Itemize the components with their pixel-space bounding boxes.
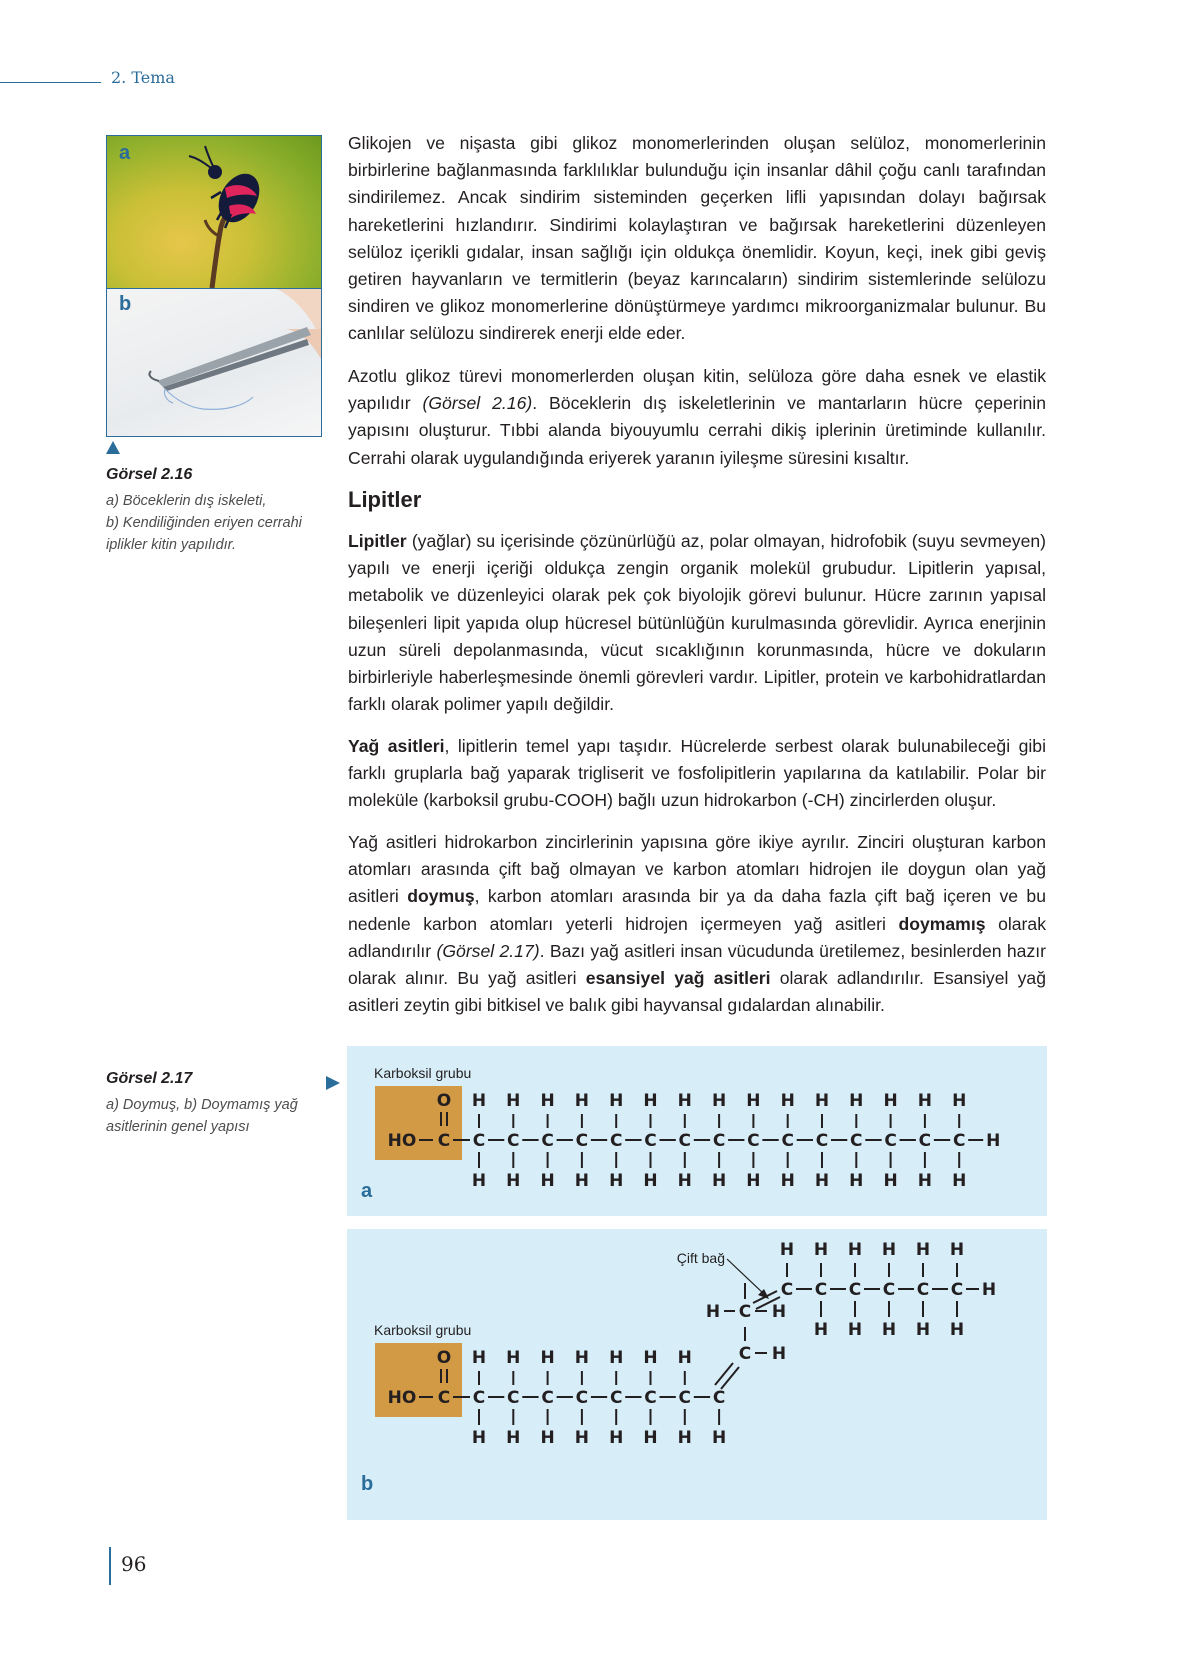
hydrogen-bottom: H xyxy=(952,1171,967,1191)
upper-hydrogen-top: H xyxy=(813,1240,829,1260)
hydrogen-terminal: H xyxy=(986,1131,1001,1151)
hydrogen-top: H xyxy=(643,1348,658,1368)
page-number-bar xyxy=(109,1547,111,1585)
panel-letter-a: a xyxy=(361,1180,373,1202)
hydrogen-right: H xyxy=(771,1302,787,1322)
carbon-atom: C xyxy=(884,1131,897,1151)
carbon-atom: C xyxy=(952,1131,966,1151)
upper-carbon: C xyxy=(950,1280,964,1300)
hydrogen-top: H xyxy=(540,1091,555,1111)
upper-hydrogen-top: H xyxy=(915,1240,931,1260)
hydrogen-top: H xyxy=(917,1091,933,1111)
upper-carbon: C xyxy=(882,1280,896,1300)
paragraph-chitin xyxy=(348,363,1046,472)
carbon-atom: C xyxy=(850,1131,863,1151)
forceps-illustration xyxy=(107,289,321,437)
hydrogen-top: H xyxy=(471,1348,487,1368)
figure-arrow-icon xyxy=(326,1076,340,1090)
header-rule xyxy=(0,82,101,83)
upper-hydrogen-bottom: H xyxy=(847,1320,863,1340)
carboxyl-carbon: C xyxy=(437,1388,451,1408)
saturated-text-a: Yağ asitleri hidrokarbon zincirlerinin yapısına göre ikiye ayrılır. Zinciri oluşturan karbon atomları arasında çift bağ olmayan ve karbon atomları hidrojen ile doygun olan yağ asitleri xyxy=(348,832,1046,907)
carbon-atom: C xyxy=(609,1388,623,1408)
hydrogen-left: H xyxy=(705,1302,721,1322)
upper-hydrogen-top: H xyxy=(949,1240,965,1260)
carbon-ch2: C xyxy=(738,1302,752,1322)
carbon-atom: C xyxy=(712,1131,726,1151)
hydrogen-bottom: H xyxy=(883,1171,898,1191)
paragraph-fatty-acids xyxy=(348,733,1046,815)
carbon-atom: C xyxy=(609,1131,623,1151)
upper-hydrogen-bottom: H xyxy=(813,1320,829,1340)
chitin-figure-ref: (Görsel 2.16) xyxy=(422,393,533,414)
carbon-atom: C xyxy=(747,1131,760,1151)
hydrogen-top: H xyxy=(471,1091,487,1111)
carbonyl-oxygen: O xyxy=(436,1348,452,1368)
hydrogen-top: H xyxy=(849,1091,864,1111)
carbon-atom: C xyxy=(575,1388,589,1408)
hydrogen-top: H xyxy=(883,1091,898,1111)
carbon-atom: C xyxy=(815,1131,829,1151)
hydrogen-top: H xyxy=(574,1091,590,1111)
figure-2-17-caption: a) Doymuş, b) Doymamış yağ asitlerinin genel yapısı xyxy=(106,1097,298,1135)
carbon-atom: C xyxy=(472,1131,486,1151)
carbon-atom: C xyxy=(918,1131,932,1151)
carbon-atom: C xyxy=(781,1131,794,1151)
hydrogen-bottom: H xyxy=(746,1171,761,1191)
double-bond-rise-b xyxy=(721,1367,739,1389)
hydrogen-bottom: H xyxy=(574,1428,590,1448)
carbon-atom: C xyxy=(575,1131,589,1151)
panel-letter-b: b xyxy=(361,1473,374,1495)
hydrogen-top: H xyxy=(711,1091,727,1111)
hydrogen-bottom: H xyxy=(540,1171,555,1191)
hydrogen-bottom: H xyxy=(540,1428,555,1448)
unsaturated-fatty-acid-structure xyxy=(347,1229,1047,1520)
panel-unsaturated xyxy=(347,1229,1047,1520)
hydrogen-bottom: H xyxy=(643,1171,658,1191)
carbon-atom: C xyxy=(541,1388,554,1408)
hydrogen-bottom: H xyxy=(506,1428,521,1448)
chitin-text-b: . Böceklerin dış iskeletlerinin ve mantarların hücre çeperinin yapısını oluşturur. Tıbbi alanda biyouyumlu cerrahi dikiş iplerinin üretiminde kullanılır. Cerrahi olarak uygulandığında eriyerek yaranın iyileşme süresini kısaltır. xyxy=(348,393,1047,468)
saturated-fatty-acid-structure xyxy=(347,1046,1047,1216)
carbon-atom: C xyxy=(712,1388,726,1408)
carbon-atom: C xyxy=(541,1131,554,1151)
upper-hydrogen-bottom: H xyxy=(881,1320,897,1340)
carbon-atom: C xyxy=(472,1388,486,1408)
ho-group: HO xyxy=(387,1131,417,1151)
hydrogen-bottom: H xyxy=(609,1428,624,1448)
hydrogen-bottom: H xyxy=(574,1171,590,1191)
hydrogen-bottom: H xyxy=(471,1171,487,1191)
carboxyl-label: Karboksil grubu xyxy=(374,1322,472,1338)
hydrogen-top: H xyxy=(746,1091,761,1111)
carboxyl-label: Karboksil grubu xyxy=(374,1065,472,1081)
saturated-figure-ref: (Görsel 2.17) xyxy=(436,940,540,961)
hydrogen-bottom: H xyxy=(609,1171,624,1191)
saturated-text-b: , karbon atomları arasında bir ya da daha fazla çift bağ içeren ve bu nedenle karbon atomları yeterli hidrojen içermeyen yağ asitleri xyxy=(348,886,1046,934)
page-number: 96 xyxy=(121,1552,147,1576)
hydrogen-top: H xyxy=(506,1348,521,1368)
double-bond-rise-a xyxy=(715,1363,733,1385)
hydrogen-bottom: H xyxy=(711,1171,727,1191)
figure-2-16-photos xyxy=(106,135,322,437)
upper-hydrogen-bottom: H xyxy=(949,1320,965,1340)
upper-carbon: C xyxy=(780,1280,794,1300)
hydrogen-bottom: H xyxy=(711,1428,727,1448)
hydrogen-top: H xyxy=(677,1091,692,1111)
carbon-atom: C xyxy=(644,1388,657,1408)
paragraph-lipids xyxy=(348,528,1046,718)
hydrogen-bottom: H xyxy=(506,1171,521,1191)
saturated-text-e: olarak adlandırılır. Esansiyel yağ asitleri zeytin gibi bitkisel ve balık gibi hayvansal gıdalardan alınabilir. xyxy=(348,968,1046,1016)
upper-carbon: C xyxy=(916,1280,930,1300)
hydrogen-bottom: H xyxy=(917,1171,933,1191)
surgical-thread-photo xyxy=(107,288,321,437)
saturated-text-d: . Bazı yağ asitleri insan vücudunda üretilemez, besinlerden hazır olarak alınır. Bu yağ asitleri xyxy=(348,940,1047,989)
panel-saturated xyxy=(347,1046,1047,1216)
fatty-acids-text: , lipitlerin temel yapı taşıdır. Hücrelerde serbest olarak bulunabileceği gibi farklı gruplarla bağ yaparak trigliserit ve fosfolipitlerin yapılarına da katılabilir. Polar bir moleküle (karboksil grubu-COOH) bağlı uzun hidrokarbon (-CH) zincirlerden oluşur. xyxy=(348,736,1046,811)
carbon-atom: C xyxy=(644,1131,657,1151)
carbon-atom: C xyxy=(507,1388,520,1408)
hydrogen-bottom: H xyxy=(814,1171,830,1191)
double-bond-label: Çift bağ xyxy=(676,1250,725,1266)
ho-group: HO xyxy=(387,1388,417,1408)
hydrogen-top: H xyxy=(540,1348,555,1368)
carbon-atom: C xyxy=(507,1131,520,1151)
hydrogen-top: H xyxy=(609,1091,624,1111)
term-unsaturated: doymamış xyxy=(898,913,986,934)
fatty-acids-term: Yağ asitleri xyxy=(348,736,445,756)
carboxyl-carbon: C xyxy=(437,1131,451,1151)
hydrogen-bottom: H xyxy=(471,1428,487,1448)
hydrogen-top: H xyxy=(677,1348,692,1368)
hydrogen-top: H xyxy=(952,1091,967,1111)
carbonyl-oxygen: O xyxy=(436,1091,452,1111)
hydrogen-bottom: H xyxy=(643,1428,658,1448)
beetle-illustration xyxy=(107,136,321,288)
upper-hydrogen-top: H xyxy=(847,1240,863,1260)
hydrogen-bottom: H xyxy=(677,1428,692,1448)
caption-line-2: b) Kendiliğinden eriyen cerrahi iplikler kitin yapılıdır. xyxy=(106,515,302,553)
term-essential: esansiyel yağ asitleri xyxy=(585,968,771,989)
figure-2-16-caption xyxy=(106,490,326,556)
figure-2-17-title: Görsel 2.17 xyxy=(106,1070,193,1087)
theme-label: 2. Tema xyxy=(111,68,175,87)
paragraph-cellulose: Glikojen ve nişasta gibi glikoz monomerlerinden oluşan selüloz, monomerlerinin birbirlerine bağlanmasında farklılıklar bulunduğu için insanlar dâhil çoğu canlı tarafından sindirilemez. Ancak sindirim sisteminden geçerken lifli yapısından dolayı bağırsak hareketlerini hızlandırır. Sindirimi kolaylaştıran ve bağırsak hareketlerini düzenleyen selüloz içerikli gıdalar, insan sağlığı için oldukça önemlidir. Koyun, keçi, inek gibi geviş getiren hayvanların ve termitlerin (beyaz karıncaların) sindirim sistemlerinde selülozu sindiren ve glikoz monomerlerine dönüştürmeye yardımcı mikroorganizmalar bulunur. Bu canlılar selülozu sindirerek enerji elde eder. xyxy=(348,133,1046,344)
lipids-text: (yağlar) su içerisinde çözünürlüğü az, polar olmayan, hidrofobik (suyu sevmeyen) yapılı ve enerji içeriği oldukça zengin organik molekül grubudur. Lipitlerin yapısal, metabolik ve düzenleyici olarak pek çok biyolojik görevi bulunur. Hücre zarının yapısal bileşenleri lipit yapıda olup hücresel bütünlüğün kurulmasında görevlidir. Ayrıca enerjinin uzun süreli depolanmasında, vücut sıcaklığının korunmasında, hücre ve dokuların birbirleriyle haberleşmesinde önemli görevleri vardır. Lipitler, protein ve karbohidratlardan farklı olarak polimer yapılı değildir. xyxy=(348,531,1046,715)
upper-hydrogen-bottom: H xyxy=(915,1320,931,1340)
hydrogen-bottom: H xyxy=(677,1171,692,1191)
carbon-alkene: C xyxy=(738,1344,752,1364)
lipids-term: Lipitler xyxy=(348,531,407,551)
upper-hydrogen-top: H xyxy=(881,1240,897,1260)
hydrogen-top: H xyxy=(574,1348,590,1368)
paragraph-saturated xyxy=(348,829,1046,1019)
hydrogen-top: H xyxy=(506,1091,521,1111)
hydrogen-alkene: H xyxy=(771,1344,787,1364)
photo-letter-b: b xyxy=(119,293,132,315)
carbon-atom: C xyxy=(678,1131,692,1151)
hydrogen-top: H xyxy=(643,1091,658,1111)
hydrogen-bottom: H xyxy=(780,1171,795,1191)
hydrogen-top: H xyxy=(814,1091,830,1111)
hydrogen-top: H xyxy=(609,1348,624,1368)
hydrogen-bottom: H xyxy=(849,1171,864,1191)
beetle-photo xyxy=(107,136,321,288)
carbon-atom: C xyxy=(678,1388,692,1408)
caption-arrow-icon xyxy=(106,441,120,454)
figure-2-16-title: Görsel 2.16 xyxy=(106,466,193,483)
upper-hydrogen-top: H xyxy=(779,1240,795,1260)
saturated-text-c: olarak adlandırılır xyxy=(348,913,1046,961)
hydrogen-top: H xyxy=(780,1091,795,1111)
chitin-text-a: Azotlu glikoz türevi monomerlerden oluşan kitin, selüloza göre daha esnek ve elastik yapılıdır xyxy=(348,366,1046,414)
upper-carbon: C xyxy=(848,1280,862,1300)
upper-carbon: C xyxy=(814,1280,828,1300)
term-saturated: doymuş xyxy=(407,886,475,907)
upper-hydrogen-terminal: H xyxy=(981,1280,997,1300)
caption-line-1: a) Böceklerin dış iskeleti, xyxy=(106,493,267,509)
section-title-lipids: Lipitler xyxy=(348,487,422,512)
photo-letter-a: a xyxy=(119,142,131,164)
